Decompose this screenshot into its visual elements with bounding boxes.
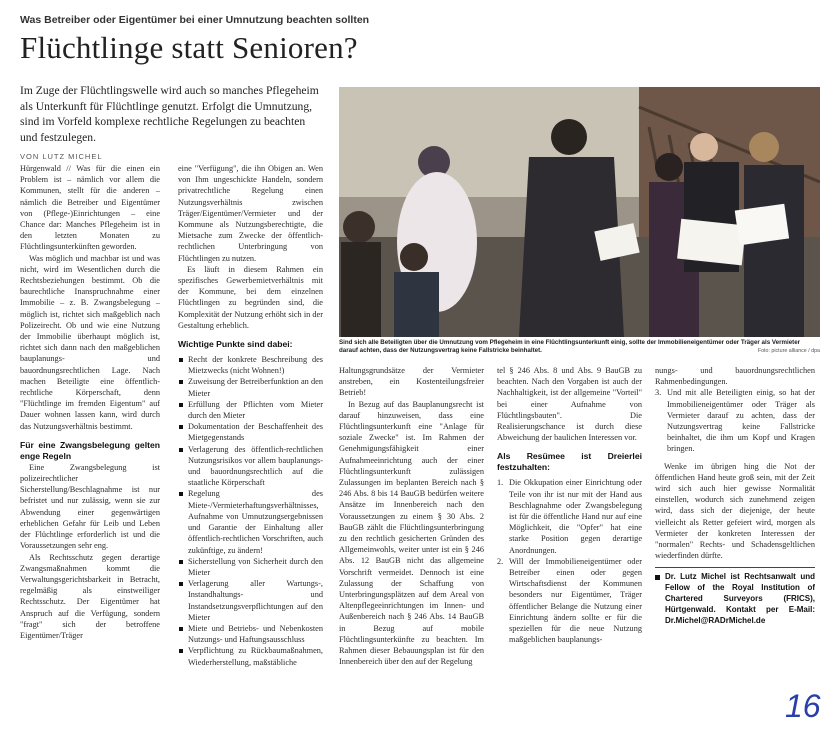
photo-refugees-illustration [339,87,820,337]
list-item: Erfüllung der Pflichten vom Mieter durch den Mieter [178,399,323,421]
list-item: Miete und Betriebs- und Nebenkosten Nutzungs- und Haftungsausschluss [178,623,323,645]
photo-credit: Foto: picture alliance / dpa [757,348,820,354]
article-headline: Flüchtlinge statt Senioren? [20,30,358,65]
list-item [497,477,642,555]
column-paragraph: nungs- und bauordnungsrechtlichen Rahmenbedingungen. [655,366,815,387]
list-number: 1. [497,478,504,488]
list-item [655,387,815,454]
column-subheading: Für eine Zwangsbelegung gelten enge Regeln [20,439,160,461]
list-item-text: Die Okkupation einer Einrichtung oder Teile von ihr ist nur mit der Hand aus Beschlagnahme oder Zwangsbelegung ist für die öffentliche Hand nur auf eine Möglichkeit, die "Opfer" hat eine starke Position gegen derartige Anordnungen. [509,478,642,555]
list-item: Verlagerung des öffentlich-rechtlichen Nutzungsrisikos vor allem bauplanungs- und bauordnungsrechtlich auf die staatliche Körperschaft [178,444,323,489]
list-item-text: Will der Immobilieneigentümer oder Betreiber einen oder gegen Wirtschaftsdienst der Kommunen besonders nur Eigentümer, Träger öffentlicher Belange die Nutzung einer Einrichtung ändern sollte er für die speziellen für die neue Nutzung maßgeblichen bauplanungs- [509,556,642,645]
column-paragraph: Was möglich und machbar ist und was nicht, wird im Wesentlichen durch die Rechtsbeziehungen bestimmt. Ob die baurechtliche Inanspruchnahme einer Immobilie – z. B. Zwangsbelegung – möglich ist, richtet sich maßgeblich nach Polizeirecht. Ob und wie eine Nutzung der Immobilie überhaupt möglich ist, richtet sich dann nach den maßgeblichen bauplanungs- und bauordnungsrechtlichen Lage. Nach machen Beteiligte eine öffentlich-rechtliche Körperschaft, denn "Flüchtlinge im fremden Eigentum" auf Dauer wohnen lassen kann, wird durch das Nutzungsverhältnis bestimmt. [20,253,160,431]
list-item: Verlagerung aller Wartungs-, Instandhaltungs- und Instandsetzungsverpflichtungen auf den Mieter [178,578,323,623]
column-paragraph: Eine Zwangsbelegung ist polizeirechtlicher Sicherstellung/Beschlagnahme ist nur befristet und nur zulässig, wenn sie zur Abwendung einer gegenwärtigen erheblichen Gefahr für Leib und Leben der Flüchtlinge erforderlich ist und die Voraussetzungen sehr eng. [20,462,160,551]
list-item: Recht der konkrete Beschreibung des Mietzwecks (nicht Wohnen!) [178,354,323,376]
list-item: Zuweisung der Betreiberfunktion an den Mieter [178,376,323,398]
page-number: 16 [785,688,821,724]
summary-list-continued [655,387,815,454]
key-points-list [178,354,323,668]
column-subheading: Wichtige Punkte sind dabei: [178,339,293,350]
column-paragraph: eine "Verfügung", die ihn Obigen an. Wen von Ihm ungeschickte Handeln, sondern privatrechtliche Regelung einen Nutzungsverhältnis zwischen Träger/Eigentümer/Vermieter und der Kommune als Nutzungsberechtigte, die Mietsache zum Zwecke der öffentlich-rechtlichen Unterbringung von Flüchtlingen zu nutzen. [178,164,323,263]
photo-caption: Sind sich alle Beteiligten über die Umnutzung vom Pflegeheim in eine Flüchtlingsunterkunft einig, sollte der Immobilieneigentümer oder Träger als Vermieter darauf achten, dass der Nutzungsvertrag keine Fallstricke beinhaltet. [339,339,801,354]
article-kicker: Was Betreiber oder Eigentümer bei einer Umnutzung beachten sollten [20,14,370,26]
column-paragraph: In Bezug auf das Bauplanungsrecht ist darauf hinzuweisen, dass eine Flüchtlingsunterkunft eine "Anlage für soziale Zwecke" ist. Im Rahmen der Genehmigungsfähigkeit einer Aufnahmeeinrichtung auch der einer Flüchtlingsunterkunft zulässigen Zulassungen im beplanten Bereich nach § 246 Abs. 8 bis 14 BauGB bedürfen weitere Ansätze im Innenbereich nach den Voraussetzungen zu einem § 30 Abs. 2 BauGB zählt die Flüchtlingsunterbringung zu den rechtlich gesicherten Gründen des Allgemeinwohls, weiter unter ist ein § 246 Abs. 12 BauGB nicht das allgemeine Vorschrift vermeidet. Dennoch ist eine Zulassung der Schaffung von Unterbringungsplätzen auf dem Areal von Altenpflegeeinrichtungen im Innen- und Außenbereich nach § 246 Abs. 14 BauGB in Bezug auf mobile Flüchtlingsunterkünfte zu beachten. Im Rahmen dieser Bebauungsplan ist für den Innenbereich über den auf der Regelung [339,399,484,667]
article-byline: VON LUTZ MICHEL [20,152,103,161]
article-column-2 [178,163,323,721]
column-paragraph: Haltungsgrundsätze der Vermieter anstreben, ein Kostenteilungsfreier Betrieb! [339,366,484,398]
list-item: Verpflichtung zu Rückbaumaßnahmen, Wiederherstellung, maßstäbliche [178,645,323,667]
column-paragraph: Wenke im übrigen hing die Not der öffentlichen Hand heute groß sein, mit der Zeit wird sich auch hier gewisse Normalität einstellen, wodurch sich zunehmend zeigen wird, dass sich der diejenige, der heute vielleicht als Retter gefeiert wird, morgen als Vermieter der konkreten Interessen der "normalen" Rechts- und Schadensgeltlichen wiederfinden dürfte. [655,461,815,561]
column-paragraph: Als Rechtsschutz gegen derartige Zwangsmaßnahmen kommt die Verwaltungsgerichtsbarkeit in Betracht, regelmäßig als einstweiliger Rechtsschutz. Der Eigentümer hat Anspruch auf die Verfügung, sondern "fragt" sich der betroffene Eigentümer/Träger [20,552,160,640]
column-paragraph: Es läuft in diesem Rahmen ein spezifisches Gewerbemietverhältnis mit der Kommune, bei dem einzelnen Flüchtlingen zu begründen sind, die Komplexität der Nutzung erhöht sich in der Gestaltung erheblich. [178,264,323,330]
list-item: Regelung des Miete-/Vermieterhaftungsverhältnisses, Aufnahme von Umnutzungsergebnissen und Garantie der Einhaltung aller öffentlich-rechtlichen Vorschriften, auch zukünftige, zu ändern! [178,488,323,555]
article-lead: Im Zuge der Flüchtlingswelle wird auch so manches Pflegeheim als Unterkunft für Flüchtlinge genutzt. Erfolgt die Umnutzung, sind im Vorfeld komplexe rechtliche Regelungen zu beachten und festzulegen. [20,84,319,144]
article-column-1 [20,163,160,721]
article-column-4 [497,365,642,721]
list-item: Dokumentation der Beschaffenheit des Mietgegenstands [178,421,323,443]
list-item [497,556,642,646]
author-bio: Dr. Lutz Michel ist Rechtsanwalt und Fellow of the Royal Institution of Chartered Surveyors (FRICS), Hürtgenwald. Kontakt per E-Mail: Dr.Michel@RADrMichel.de [655,572,815,626]
article-column-3 [339,365,484,721]
column-paragraph: tel § 246 Abs. 8 und Abs. 9 BauGB zu beachten. Nach den Vorgaben ist auch der Nachhaltigkeit, ist der allgemeine "Vorteil" bei einer Aufnahme von Flüchtlingsbauten". Die Realisierungschance ist durch diese Abweichung der baulichen Interessen vor. [497,366,642,443]
list-item: Sicherstellung von Sicherheit durch den Mieter [178,556,323,578]
list-number: 3. [655,388,662,398]
list-item-text: Und mit alle Beteiligten einig, so hat der Immobilieneigentümer oder Träger als Vermieter darauf zu achten, dass der Nutzungsvertrag keine Fallstricke beinhaltet, die ihm um Kopf und Kragen bringen. [667,388,815,454]
column-subheading: Als Resümee ist Dreierlei festzuhalten: [497,451,642,473]
article-column-5 [655,365,815,685]
list-number: 2. [497,556,504,566]
summary-list [497,477,642,645]
article-photo [339,87,820,337]
column-paragraph: Hürgenwald // Was für die einen ein Problem ist – nämlich vor allem die Kommunen, stellt für die anderen – nämlich die Betreiber und Eigentümer von (Pflege-)Einrichtungen – eine Chance dar: Manches Pflegeheim ist in den letzten Monaten zu Flüchtlingsunterkünften geworden. [20,164,160,252]
